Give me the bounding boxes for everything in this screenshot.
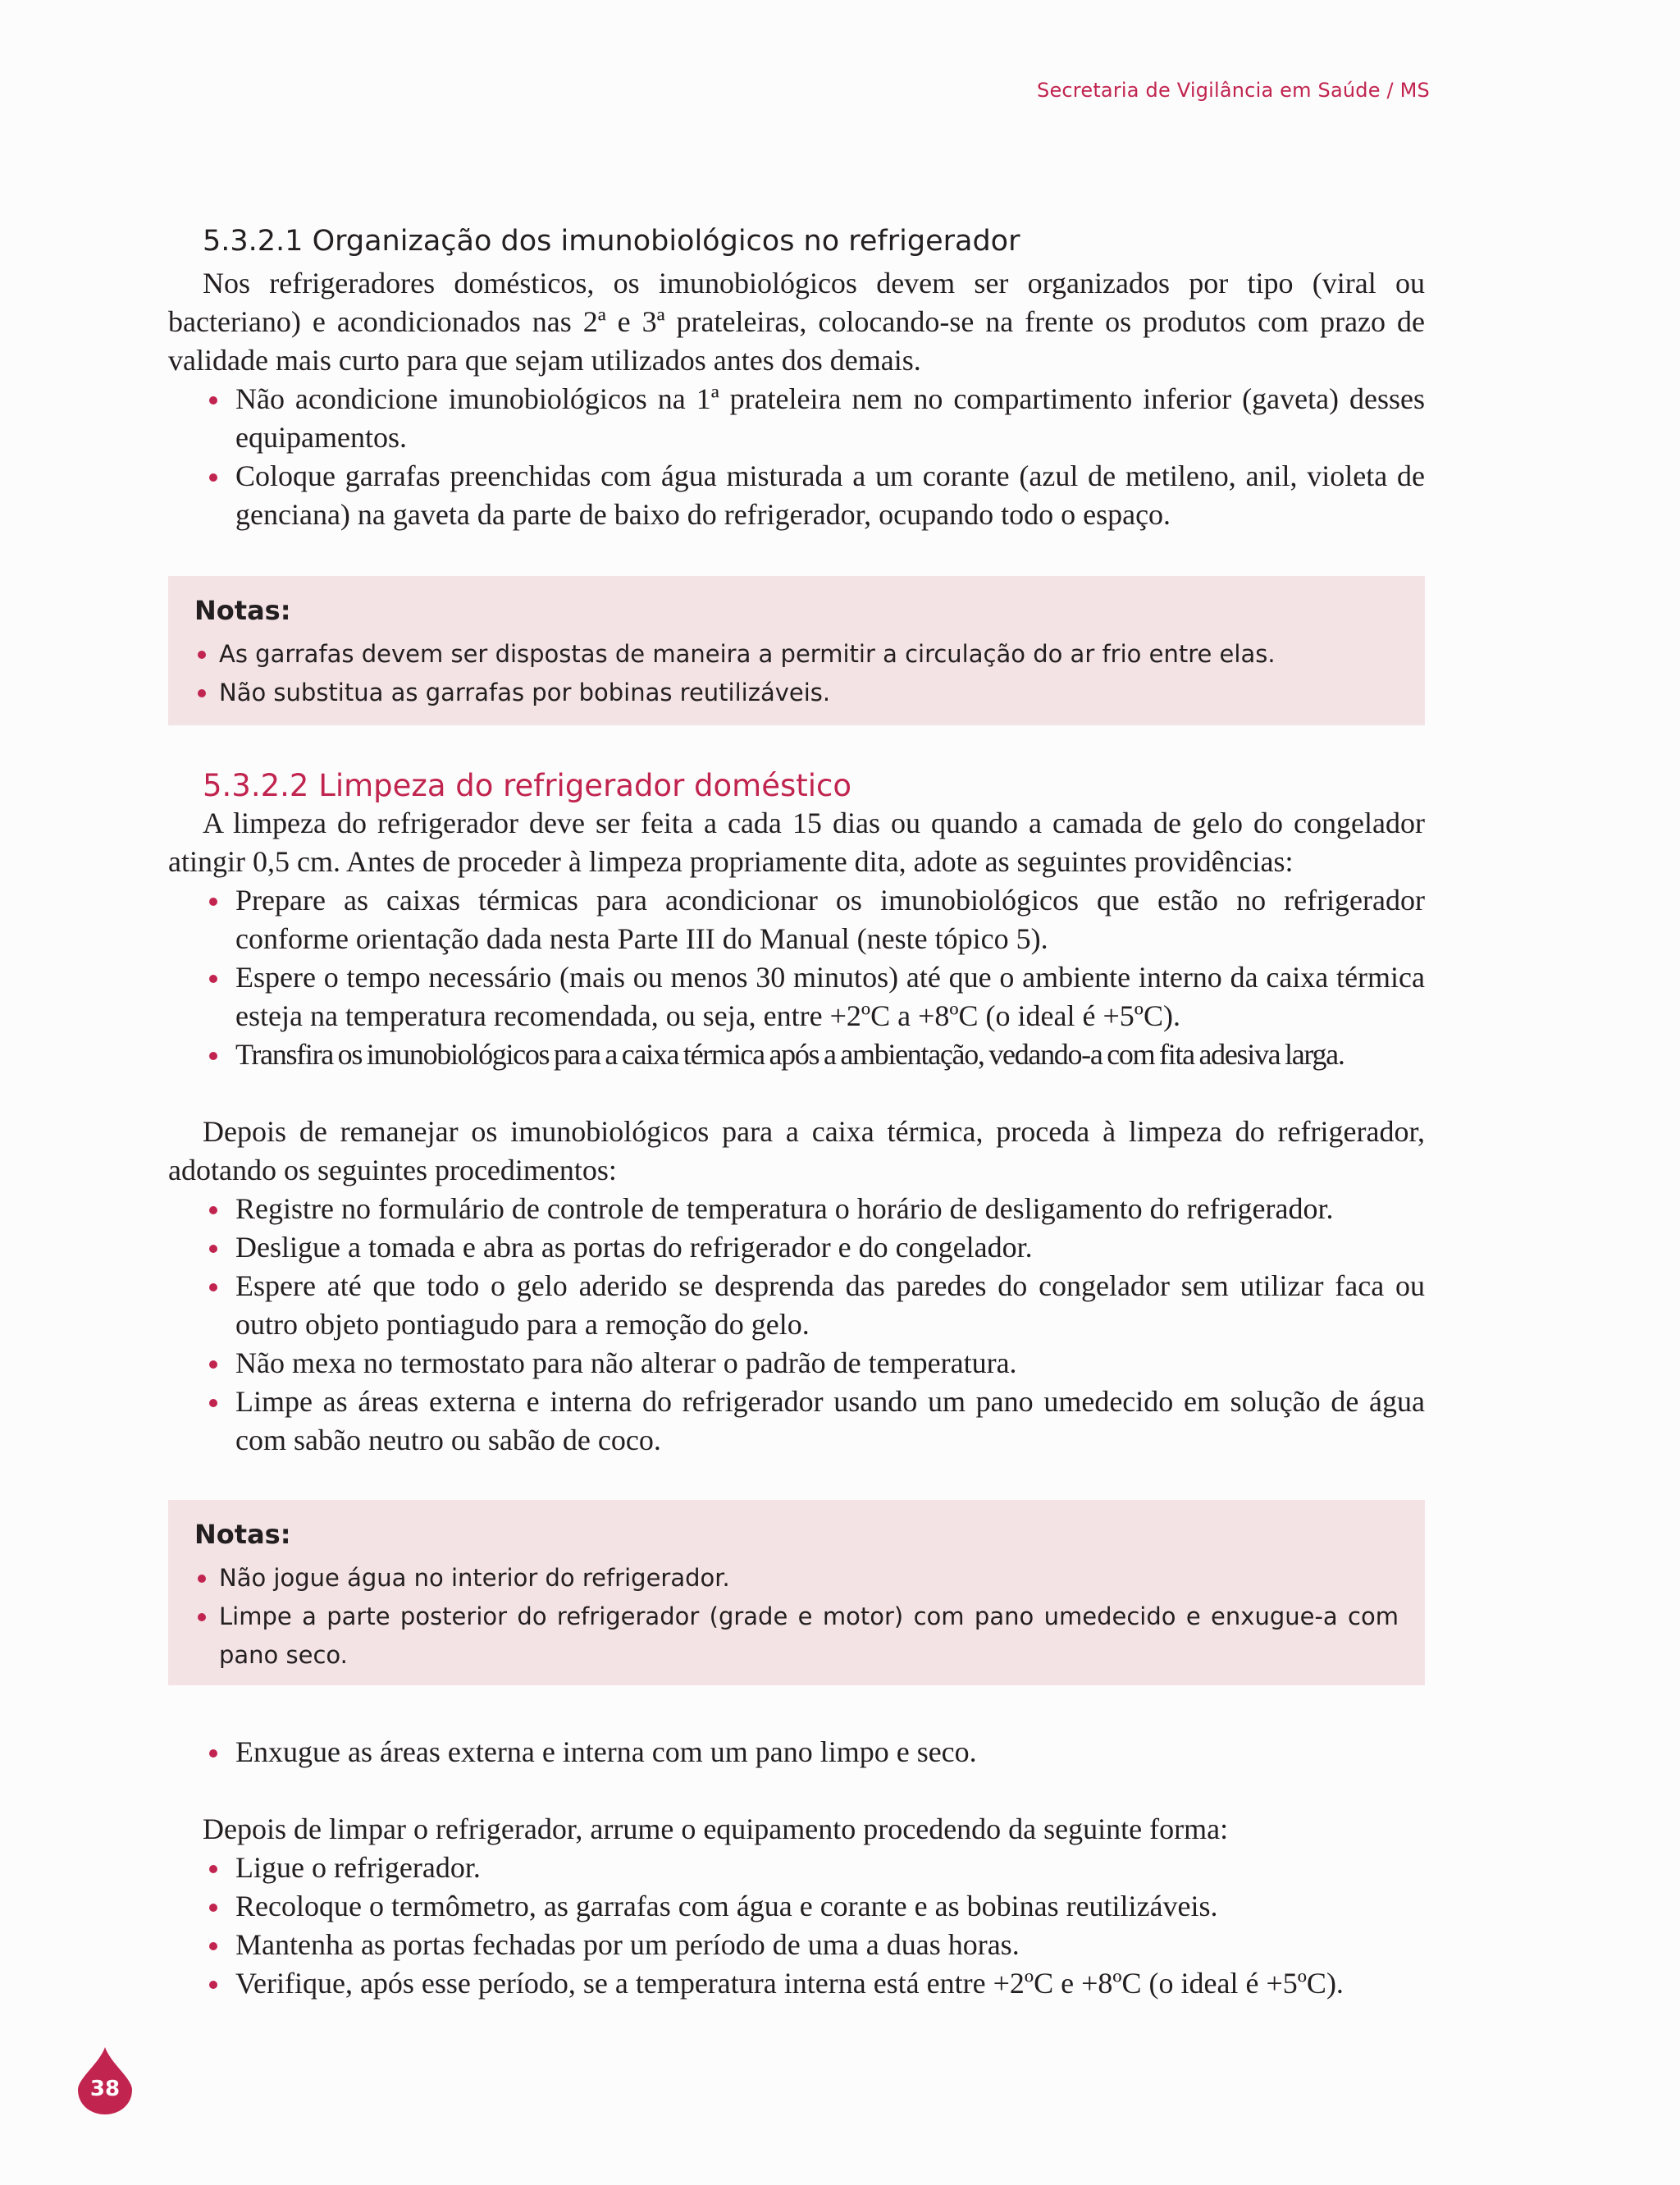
note-item: As garrafas devem ser dispostas de maneira a permitir a circulação do ar frio entre elas. [219,635,1399,674]
list-item: Desligue a tomada e abra as portas do refrigerador e do congelador. [235,1228,1425,1267]
body-paragraph: Depois de remanejar os imunobiológicos para a caixa térmica, proceda à limpeza do refrigerador, adotando os seguintes procedimentos: [168,1115,1425,1186]
note-item: Não jogue água no interior do refrigerador. [219,1559,1399,1598]
body-paragraph: A limpeza do refrigerador deve ser feita a cada 15 dias ou quando a camada de gelo do congelador atingir 0,5 cm. Antes de proceder à limpeza propriamente dita, adote as seguintes providências: [168,807,1425,878]
list-item: Mantenha as portas fechadas por um período de uma a duas horas. [235,1926,1425,1964]
list-item: Limpe as áreas externa e interna do refrigerador usando um pano umedecido em solução de água com sabão neutro ou sabão de coco. [235,1383,1425,1460]
list-item: Não acondicione imunobiológicos na 1ª prateleira nem no compartimento inferior (gaveta) desses equipamentos. [235,380,1425,457]
bullet-list [168,1849,1425,2003]
bullet-list [168,1733,1425,1771]
section-arrumacao [168,1733,1425,2003]
section-organizacao [168,223,1425,534]
running-header: Secretaria de Vigilância em Saúde / MS [1037,79,1430,102]
notes-list [194,635,1399,712]
list-item: Não mexa no termostato para não alterar o padrão de temperatura. [235,1344,1425,1383]
note-item: Limpe a parte posterior do refrigerador (grade e motor) com pano umedecido e enxugue-a com pano seco. [219,1598,1399,1675]
notes-title: Notas: [194,595,291,626]
bullet-list [168,881,1425,1074]
notes-box [168,576,1425,725]
notes-box [168,1500,1425,1685]
notes-title: Notas: [194,1519,291,1550]
notes-list [194,1559,1399,1675]
page-number: 38 [89,2077,121,2101]
page-number-badge [78,2047,132,2114]
body-paragraph: Nos refrigeradores domésticos, os imunobiológicos devem ser organizados por tipo (viral ou bacteriano) e acondicionados nas 2ª e 3ª prateleiras, colocando-se na frente os produtos com prazo de validade mais curto para que sejam utilizados antes dos demais. [168,267,1425,377]
list-item: Ligue o refrigerador. [235,1849,1425,1887]
list-item: Coloque garrafas preenchidas com água misturada a um corante (azul de metileno, anil, violeta de genciana) na gaveta da parte de baixo do refrigerador, ocupando todo o espaço. [235,457,1425,534]
list-item: Enxugue as áreas externa e interna com um pano limpo e seco. [235,1733,1425,1771]
section-limpeza [168,768,1425,1460]
bullet-list [168,380,1425,534]
section-heading: 5.3.2.2 Limpeza do refrigerador doméstico [203,768,852,803]
list-item: Transfira os imunobiológicos para a caixa térmica após a ambientação, vedando-a com fita adesiva larga. [235,1035,1425,1074]
list-item: Espere até que todo o gelo aderido se desprenda das paredes do congelador sem utilizar faca ou outro objeto pontiagudo para a remoção do gelo. [235,1267,1425,1344]
list-item: Registre no formulário de controle de temperatura o horário de desligamento do refrigerador. [235,1190,1425,1228]
list-item: Espere o tempo necessário (mais ou menos 30 minutos) até que o ambiente interno da caixa térmica esteja na temperatura recomendada, ou seja, entre +2ºC a +8ºC (o ideal é +5ºC). [235,958,1425,1035]
section-heading: 5.3.2.1 Organização dos imunobiológicos no refrigerador [203,225,1020,258]
list-item: Verifique, após esse período, se a temperatura interna está entre +2ºC e +8ºC (o ideal é +5ºC). [235,1964,1425,2003]
body-paragraph: Depois de limpar o refrigerador, arrume o equipamento procedendo da seguinte forma: [203,1812,1229,1845]
list-item: Recoloque o termômetro, as garrafas com água e corante e as bobinas reutilizáveis. [235,1887,1425,1926]
bullet-list [168,1190,1425,1460]
list-item: Prepare as caixas térmicas para acondicionar os imunobiológicos que estão no refrigerador conforme orientação dada nesta Parte III do Manual (neste tópico 5). [235,881,1425,958]
note-item: Não substitua as garrafas por bobinas reutilizáveis. [219,674,1399,712]
